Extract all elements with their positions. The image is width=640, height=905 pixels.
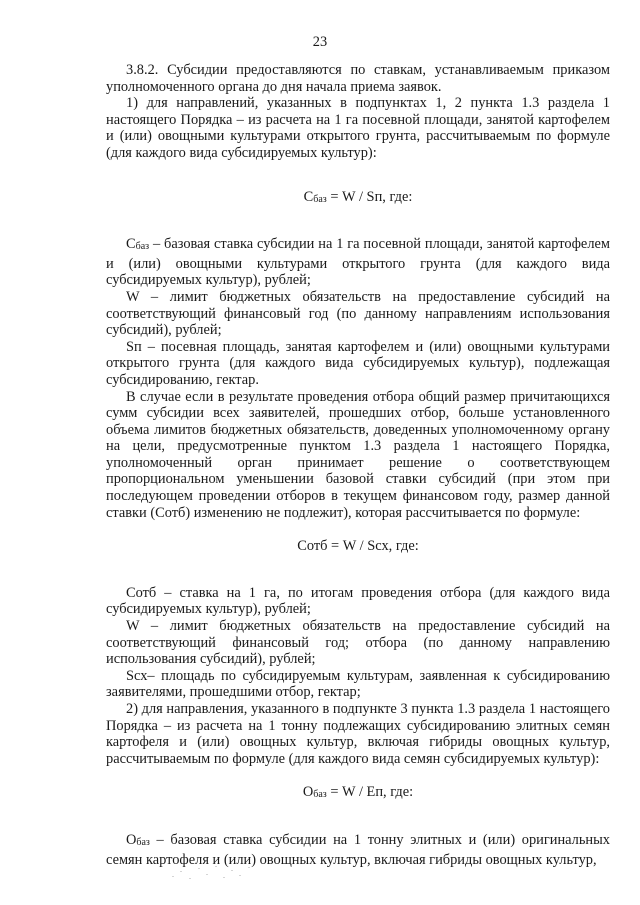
formula-base-rate-c [106,189,610,209]
scan-artifact [168,862,258,884]
definition-subscript: баз [135,241,150,253]
paragraph-rate-reduction: В случае если в результате проведения отбора общий размер причитающихся сумм субсидии всех заявителей, прошедших отбор, больше установленного объема лимитов бюджетных обязательств, доведенных уполномоченному органу на цели, предусмотренные пунктом 1.3 раздела 1 настоящего Порядка, уполномоченный орган принимает решение о соответствующем пропорциональном уменьшении базовой ставки субсидий (при этом при последующем проведении отборов в текущем финансовом году, размер данной ставки (Сотб) изменению не подлежит), которая рассчитывается по формуле: [106,388,610,521]
formula-symbol: С [303,188,314,205]
definition-text: – базовая ставка субсидии на 1 га посевной площади, занятой картофелем и (или) овощными культурами открытого грунта (для каждого вида субсидируемых культур), рублей; [106,236,610,289]
document-body [106,62,610,868]
paragraph-item-1: 1) для направлений, указанных в подпунктах 1, 2 пункта 1.3 раздела 1 настоящего Порядка – из расчета на 1 га посевной площади, занятой картофелем и (или) овощными культурами открытого грунта, рассчитываемым по формуле (для каждого вида субсидируемых культур): [106,95,610,161]
formula-expression: = W / Sп, где: [326,188,413,205]
definition-symbol: С [126,236,136,253]
formula-rate-c-otb: Сотб = W / Sсх, где: [297,538,419,555]
definition-s-sx: Sсх– площадь по субсидируемым культурам, заявленная к субсидированию заявителями, прошедшими отбор, гектар; [106,667,610,701]
definition-w-2: W – лимит бюджетных обязательств на предоставление субсидий на соответствующий финансовый год; отбора (по данному направлению использования субсидий), рублей; [106,618,610,668]
formula-symbol: О [302,784,314,801]
definition-c-baz [106,236,610,289]
paragraph-item-2: 2) для направления, указанного в подпункте 3 пункта 1.3 раздела 1 настоящего Порядка – из расчета на 1 тонну подлежащих субсидированию элитных семян картофеля и (или) овощных культур, включая гибриды овощных культур, рассчитываемым по формуле (для каждого вида семян субсидируемых культур): [106,701,610,767]
definition-sp: Sп – посевная площадь, занятая картофелем и (или) овощными культурами открытого грунта (для каждого вида субсидируемых культур), подлежащая субсидированию, гектар. [106,338,610,388]
formula-base-rate-o [106,784,610,804]
paragraph-3-8-2: 3.8.2. Субсидии предоставляются по ставкам, устанавливаемым приказом уполномоченного органа до дня начала приема заявок. [106,62,610,95]
formula-expression: = W / Еп, где: [326,784,414,801]
definition-w: W – лимит бюджетных обязательств на предоставление субсидий на соответствующий финансовый год (по данному направлениям использования субсидий), рублей; [106,288,610,339]
formula-subscript: баз [313,193,327,205]
formula-subscript: баз [313,789,327,801]
definition-c-otb: Сотб – ставка на 1 га, по итогам проведения отбора (для каждого вида субсидируемых культур), рублей; [106,584,610,618]
definition-subscript: баз [136,836,150,848]
definition-symbol: О [126,831,137,848]
page-number: 23 [312,34,328,50]
definition-text: – базовая ставка субсидии на 1 тонну элитных и (или) оригинальных семян картофеля и (или) овощных культур, включая гибриды овощных культур, [106,831,610,868]
